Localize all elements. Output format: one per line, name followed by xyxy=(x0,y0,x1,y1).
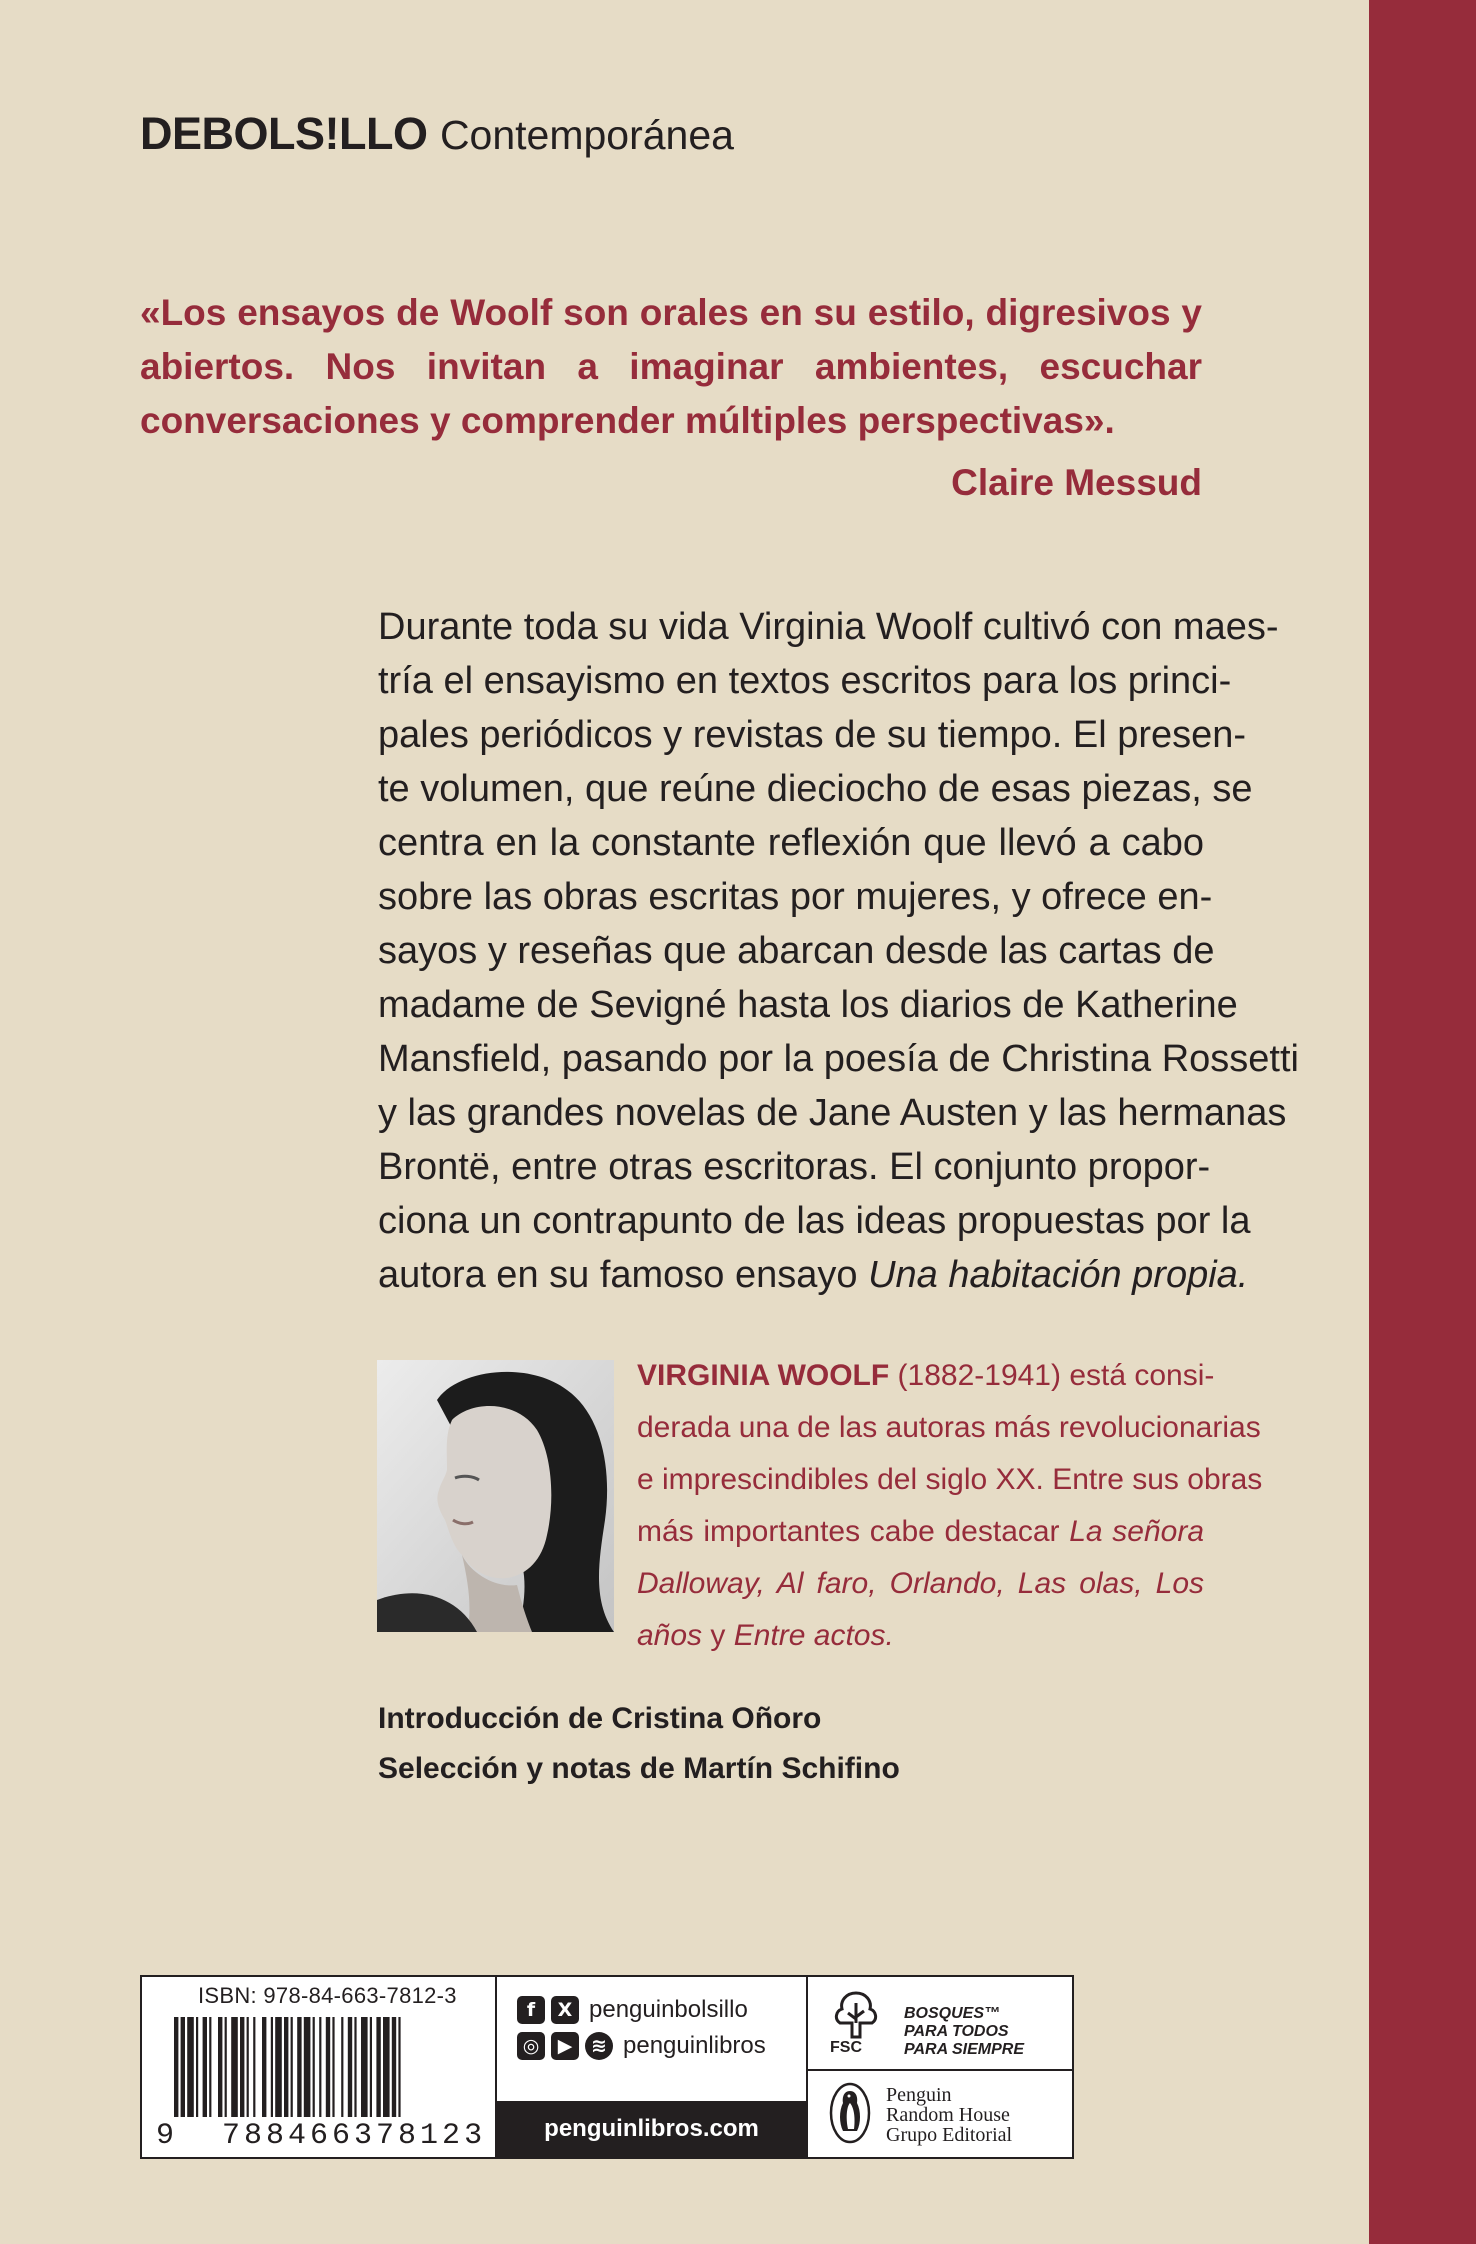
penguin-icon xyxy=(828,2081,872,2145)
barcode-bar xyxy=(319,2017,321,2117)
bio-line xyxy=(637,1350,1215,1402)
publisher-info-box xyxy=(140,1975,1074,2159)
ean-rest-digits: 788466378123 xyxy=(222,2119,487,2153)
book-title: años xyxy=(637,1619,703,1652)
barcode-bar xyxy=(181,2017,185,2117)
barcode-bar xyxy=(383,2017,390,2117)
synopsis-line: Durante toda su vida Virginia Woolf cultivó con maes- xyxy=(378,606,1279,648)
logos-cell xyxy=(808,1977,1072,2157)
synopsis xyxy=(378,600,1299,1302)
bio-line: derada una de las autoras más revolucionarias xyxy=(637,1411,1261,1444)
barcode-bar xyxy=(376,2017,380,2117)
ean-first-digit: 9 xyxy=(156,2119,179,2153)
social-handle-libros[interactable]: penguinlibros xyxy=(623,2032,766,2059)
barcode-bar xyxy=(361,2017,368,2117)
spotify-icon[interactable]: ≋ xyxy=(585,2032,613,2060)
synopsis-line: sayos y reseñas que abarcan desde las cartas de xyxy=(378,930,1215,972)
blurb-quote: «Los ensayos de Woolf son orales en su estilo, digresivos y abiertos. Nos invitan a imaginar ambientes, escuchar conversaciones y comprender múltiples perspectivas». xyxy=(140,292,1202,441)
book-title: La señora xyxy=(1069,1515,1205,1548)
barcode-bar xyxy=(225,2017,227,2117)
fsc-slogan xyxy=(904,2005,1024,2059)
credit-selection: Selección y notas de Martín Schifino xyxy=(378,1752,900,1785)
book-title: Una habitación propia. xyxy=(868,1254,1249,1296)
imprint-series: Contemporánea xyxy=(439,112,734,158)
synopsis-line: ciona un contrapunto de las ideas propuestas por la xyxy=(378,1200,1251,1242)
barcode-bar xyxy=(326,2017,330,2117)
youtube-icon[interactable]: ▶ xyxy=(551,2032,579,2060)
barcode-bar xyxy=(218,2017,222,2117)
instagram-icon[interactable]: ◎ xyxy=(517,2032,545,2060)
fsc-slogan-line: BOSQUES™ xyxy=(904,2005,1001,2022)
synopsis-line: Brontë, entre otras escritoras. El conjunto propor- xyxy=(378,1146,1211,1188)
publisher-logo xyxy=(808,2069,1072,2157)
quote-author: Claire Messud xyxy=(951,462,1202,503)
author-photo xyxy=(377,1360,614,1632)
synopsis-line: Mansfield, pasando por la poesía de Christina Rossetti xyxy=(378,1038,1299,1080)
barcode-bar xyxy=(398,2017,400,2117)
barcode-bar xyxy=(209,2017,211,2117)
barcode-cell xyxy=(142,1977,497,2157)
synopsis-line: tría el ensayismo en textos escritos para los princi- xyxy=(378,660,1232,702)
barcode-bar xyxy=(291,2017,293,2117)
book-title: Entre actos. xyxy=(733,1619,894,1652)
fsc-slogan-line: PARA TODOS xyxy=(904,2023,1009,2040)
bio-line xyxy=(637,1506,1204,1558)
synopsis-line: te volumen, que reúne dieciocho de esas piezas, se xyxy=(378,768,1253,810)
social-cell xyxy=(497,1977,808,2157)
barcode-bar xyxy=(271,2017,273,2117)
bio-line xyxy=(637,1610,1204,1662)
barcode-bar xyxy=(313,2017,315,2117)
fsc-slogan-line: PARA SIEMPRE xyxy=(904,2041,1025,2058)
fsc-label: FSC xyxy=(830,2039,862,2056)
credit-introduction: Introducción de Cristina Oñoro xyxy=(378,1702,822,1735)
imprint xyxy=(140,108,734,160)
synopsis-text: autora en su famoso ensayo xyxy=(378,1254,869,1296)
social-handle-bolsillo[interactable]: penguinbolsillo xyxy=(589,1996,748,2023)
bio-text: más importantes cabe destacar xyxy=(637,1515,1070,1548)
synopsis-line: centra en la constante reflexión que llevó a cabo xyxy=(378,822,1204,864)
bio-text: y xyxy=(702,1619,734,1652)
publisher-line: Penguin xyxy=(886,2084,952,2106)
synopsis-line xyxy=(378,1248,1249,1302)
publisher-line: Random House xyxy=(886,2104,1010,2126)
synopsis-line: y las grandes novelas de Jane Austen y las hermanas xyxy=(378,1092,1287,1134)
barcode-bar xyxy=(240,2017,244,2117)
barcode-bar xyxy=(304,2017,311,2117)
synopsis-line: sobre las obras escritas por mujeres, y ofrece en- xyxy=(378,876,1213,918)
imprint-brand: DEBOLS!LLO xyxy=(140,108,428,159)
barcode-bar xyxy=(297,2017,301,2117)
fsc-tree-icon xyxy=(830,1989,882,2039)
bio-line xyxy=(637,1558,1204,1610)
fsc-logo xyxy=(808,1977,1072,2071)
barcode-bar xyxy=(231,2017,238,2117)
barcode-bar xyxy=(341,2017,343,2117)
social-row-libros xyxy=(517,2029,766,2063)
barcode-bar xyxy=(196,2017,198,2117)
barcode-bar xyxy=(284,2017,288,2117)
barcode-bar xyxy=(275,2017,282,2117)
isbn-label: ISBN: 978-84-663-7812-3 xyxy=(198,1983,457,2008)
bio-text: (1882-1941) está consi- xyxy=(889,1359,1215,1392)
book-titles: Dalloway, Al faro, Orlando, Las olas, Los xyxy=(637,1567,1204,1600)
bio-line: e imprescindibles del siglo XX. Entre sus obras xyxy=(637,1463,1263,1496)
barcode-bar xyxy=(392,2017,396,2117)
author-name: VIRGINIA WOOLF xyxy=(637,1359,890,1392)
social-row-bolsillo xyxy=(517,1993,748,2027)
barcode-bar xyxy=(348,2017,352,2117)
barcode xyxy=(172,2017,480,2117)
synopsis-line: madame de Sevigné hasta los diarios de Katherine xyxy=(378,984,1238,1026)
publisher-line: Grupo Editorial xyxy=(886,2124,1013,2146)
barcode-bar xyxy=(262,2017,266,2117)
barcode-bar xyxy=(332,2017,334,2117)
author-bio xyxy=(637,1350,1263,1662)
barcode-bar xyxy=(187,2017,194,2117)
barcode-bar xyxy=(253,2017,255,2117)
barcode-bar xyxy=(203,2017,207,2117)
spine-band xyxy=(1369,0,1476,2244)
barcode-bar xyxy=(174,2017,178,2117)
ean-digits xyxy=(156,2119,486,2153)
barcode-bar xyxy=(247,2017,249,2117)
x-icon[interactable]: X xyxy=(551,1996,579,2024)
credits xyxy=(378,1694,900,1794)
website-link[interactable]: penguinlibros.com xyxy=(497,2101,806,2157)
facebook-icon[interactable]: f xyxy=(517,1996,545,2024)
barcode-bar xyxy=(354,2017,356,2117)
synopsis-line: pales periódicos y revistas de su tiempo. El presen- xyxy=(378,714,1247,756)
publisher-name xyxy=(886,2085,1012,2145)
barcode-bar xyxy=(370,2017,372,2117)
